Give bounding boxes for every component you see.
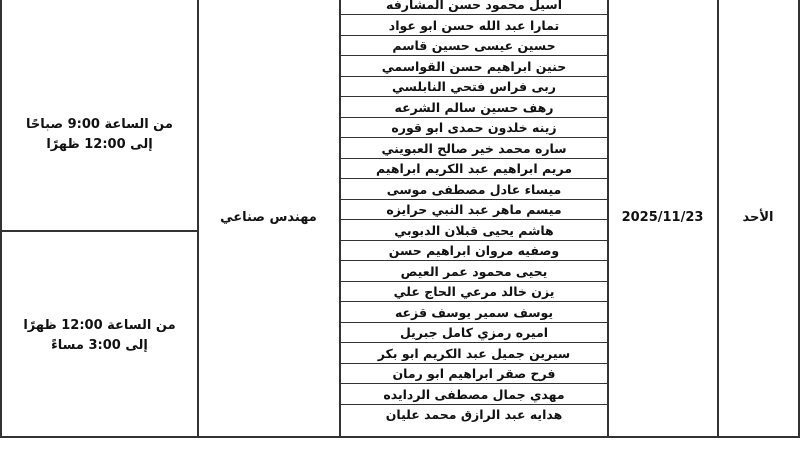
session-start: من الساعة 12:00 ظهرًا (23, 318, 176, 333)
grid-line (0, 230, 198, 232)
session-end: إلى 12:00 ظهرًا (46, 137, 153, 152)
list-item: سيرين جميل عبد الكريم ابو بكر (340, 344, 608, 364)
list-item: حنين ابراهيم حسن القواسمي (340, 57, 608, 77)
list-item: ساره محمد خير صالح العبويني (340, 139, 608, 159)
grid-line (798, 0, 800, 437)
list-item: مريم ابراهيم عبد الكريم ابراهيم (340, 159, 608, 179)
session-start: من الساعة 9:00 صباحًا (26, 117, 173, 132)
list-item: زينه خلدون حمدى ابو قوره (340, 118, 608, 138)
session-afternoon (2, 316, 197, 356)
list-item: هاشم يحيى قبلان الدبوبي (340, 221, 608, 241)
grid-line (0, 0, 2, 437)
list-item: يحيى محمود عمر العيص (340, 262, 608, 282)
session-end: إلى 3:00 مساءً (51, 338, 148, 353)
list-item: تمارا عبد الله حسن ابو عواد (340, 16, 608, 36)
list-item: يوسف سمير يوسف قزعه (340, 303, 608, 323)
names-column (340, 0, 608, 437)
list-item: اميره رمزي كامل جبريل (340, 323, 608, 343)
specialty-cell: مهندس صناعي (220, 210, 317, 225)
date-cell: 2025/11/23 (621, 210, 704, 225)
list-item: مهدي جمال مصطفى الردايده (340, 385, 608, 405)
list-item: ميساء عادل مصطفى موسى (340, 180, 608, 200)
day-cell: الأحد (742, 210, 774, 225)
session-morning (2, 115, 197, 155)
list-item: رهف حسين سالم الشرعه (340, 98, 608, 118)
list-item: ربى فراس فتحي النابلسي (340, 77, 608, 97)
list-item: اسيل محمود حسن المشارفه (340, 0, 608, 15)
list-item: فرح صقر ابراهيم ابو رمان (340, 364, 608, 384)
list-item: وصفيه مروان ابراهيم حسن (340, 241, 608, 261)
list-item: ميسم ماهر عبد النبي حرايزه (340, 200, 608, 220)
list-item: يزن خالد مرعي الحاج علي (340, 282, 608, 302)
list-item: هدايه عبد الرازق محمد عليان (385, 407, 563, 422)
list-item: حسين عيسى حسين قاسم (340, 36, 608, 56)
